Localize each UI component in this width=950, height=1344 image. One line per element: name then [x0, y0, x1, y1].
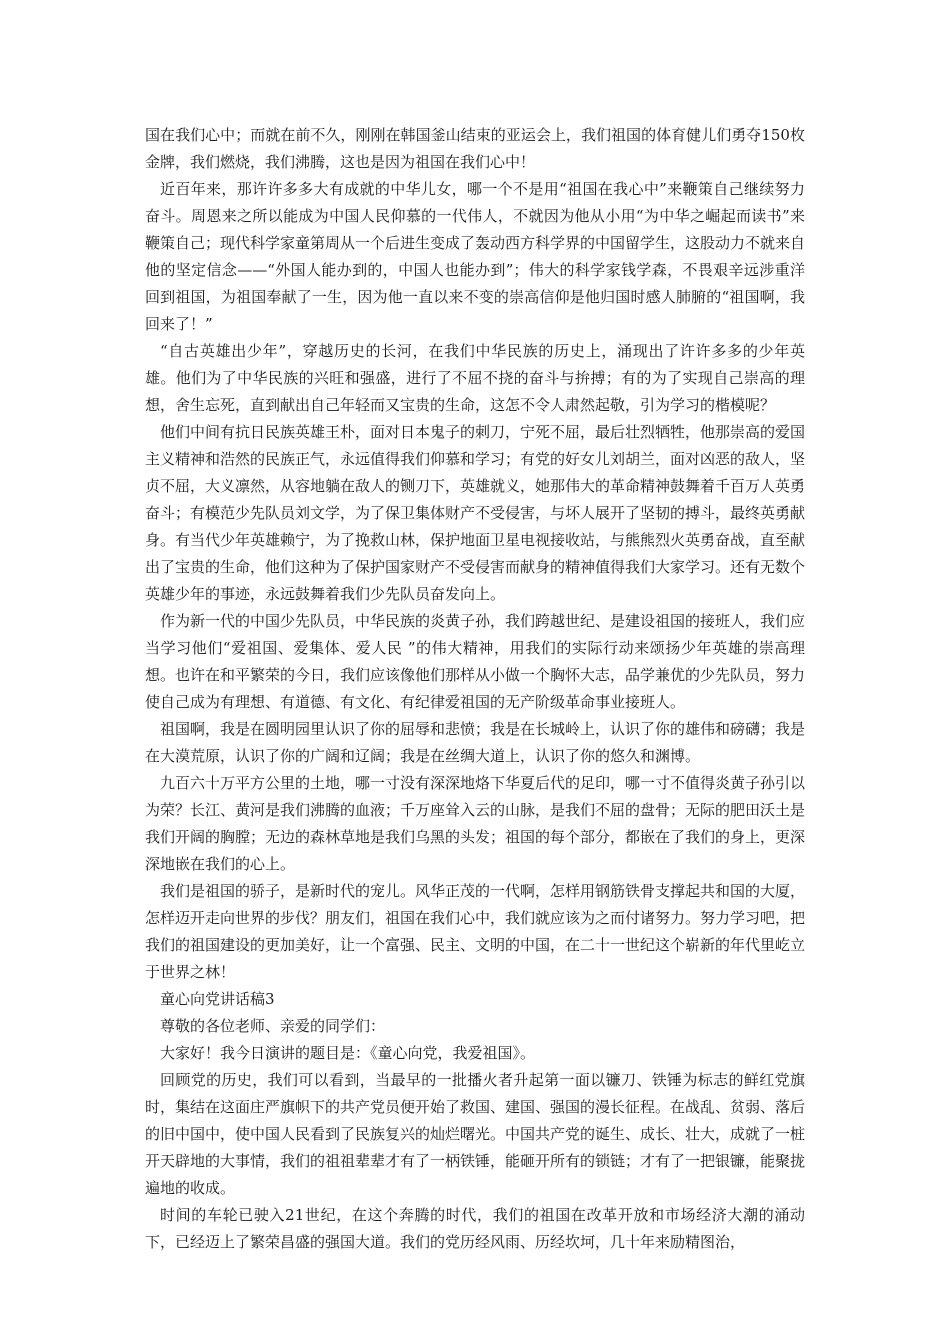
paragraph: 九百六十万平方公里的土地，哪一寸没有深深地烙下华夏后代的足印，哪一寸不值得炎黄子孙引以为荣？长江、黄河是我们沸腾的血液；千万座耸入云的山脉，是我们不屈的盘骨；无际的肥田沃土是我们开阔的胸膛；无边的森林草地是我们乌黑的头发；祖国的每个部分，都嵌在了我们的身上，更深深地嵌在我们的心上。	[145, 774, 806, 873]
section-heading: 童心向党讲话稿3	[160, 990, 275, 1008]
greeting: 大家好！我今日演讲的题目是：《童心向党，我爱祖国》。	[160, 1044, 536, 1062]
paragraph: 祖国啊，我是在圆明园里认识了你的屈辱和悲愤；我是在长城岭上，认识了你的雄伟和磅礴；我是在大漠荒原，认识了你的广阔和辽阔；我是在丝绸大道上，认识了你的悠久和渊博。	[145, 720, 806, 765]
paragraph: 作为新一代的中国少先队员，中华民族的炎黄子孙，我们跨越世纪、是建设祖国的接班人，我们应当学习他们“爱祖国、爱集体、爱人民 ”的伟大精神，用我们的实际行动来颂扬少年英雄的崇高理想。也许在和平繁荣的今日，我们应该像他们那样从小做一个胸怀大志，品学兼优的少先队员，努力使自己成为有理想、有道德、有文化、有纪律爱祖国的无产阶级革命事业接班人。	[145, 612, 806, 711]
salutation: 尊敬的各位老师、亲爱的同学们：	[160, 1017, 386, 1035]
paragraph: “自古英雄出少年”，穿越历史的长河，在我们中华民族的历史上，涌现出了许许多多的少年英雄。他们为了中华民族的兴旺和强盛，进行了不屈不挠的奋斗与拚搏；有的为了实现自己崇高的理想，舍生忘死，直到献出自己年轻而又宝贵的生命，这怎不令人肃然起敬，引为学习的楷模呢？	[145, 342, 805, 414]
paragraph: 他们中间有抗日民族英雄王朴，面对日本鬼子的刺刀，宁死不屈，最后壮烈牺牲，他那崇高的爱国主义精神和浩然的民族正气，永远值得我们仰慕和学习；有党的好女儿刘胡兰，面对凶恶的敌人，坚贞不屈，大义凛然，从容地躺在敌人的铡刀下，英雄就义，她那伟大的革命精神鼓舞着千百万人英勇奋斗；有模范少先队员刘文学，为了保卫集体财产不受侵害，与坏人展开了坚韧的搏斗，最终英勇献身。有当代少年英雄赖宁，为了挽救山林，保护地面卫星电视接收站，与熊熊烈火英勇奋战，直至献出了宝贵的生命，他们这种为了保护国家财产不受侵害而献身的精神值得我们大家学习。还有无数个英雄少年的事迹，永远鼓舞着我们少先队员奋发向上。	[145, 423, 806, 603]
paragraph: 我们是祖国的骄子，是新时代的宠儿。风华正茂的一代啊，怎样用钢筋铁骨支撑起共和国的大厦，怎样迈开走向世界的步伐？朋友们，祖国在我们心中，我们就应该为之而付诸努力。努力学习吧，把我们的祖国建设的更加美好，让一个富强、民主、文明的中国，在二十一世纪这个崭新的年代里屹立于世界之林！	[145, 882, 806, 981]
document-page	[145, 122, 805, 1256]
paragraph: 回顾党的历史，我们可以看到，当最早的一批播火者升起第一面以镰刀、铁锤为标志的鲜红党旗时，集结在这面庄严旗帜下的共产党员便开始了救国、建国、强国的漫长征程。在战乱、贫弱、落后的旧中国中，使中国人民看到了民族复兴的灿烂曙光。中国共产党的诞生、成长、壮大，成就了一桩开天辟地的大事情，我们的祖祖辈辈才有了一柄铁锤，能砸开所有的锁链；才有了一把银镰，能聚拢遍地的收成。	[145, 1071, 806, 1197]
paragraph: 近百年来，那许许多多大有成就的中华儿女，哪一个不是用“祖国在我心中”来鞭策自己继续努力奋斗。周恩来之所以能成为中国人民仰慕的一代伟人，不就因为他从小用“为中华之崛起而读书”来鞭策自己；现代科学家童第周从一个后进生变成了轰动西方科学界的中国留学生，这股动力不就来自他的坚定信念——“外国人能办到的，中国人也能办到”；伟大的科学家钱学森，不畏艰辛远涉重洋回到祖国，为祖国奉献了一生，因为他一直以来不变的崇高信仰是他归国时感人肺腑的“祖国啊，我回来了！”	[145, 180, 806, 333]
paragraph: 国在我们心中；而就在前不久，刚刚在韩国釜山结束的亚运会上，我们祖国的体育健儿们勇夺150枚金牌，我们燃烧，我们沸腾，这也是因为祖国在我们心中！	[145, 126, 805, 171]
paragraph: 时间的车轮已驶入21世纪，在这个奔腾的时代，我们的祖国在改革开放和市场经济大潮的涌动下，已经迈上了繁荣昌盛的强国大道。我们的党历经风雨、历经坎坷，几十年来励精图治，	[145, 1206, 805, 1251]
